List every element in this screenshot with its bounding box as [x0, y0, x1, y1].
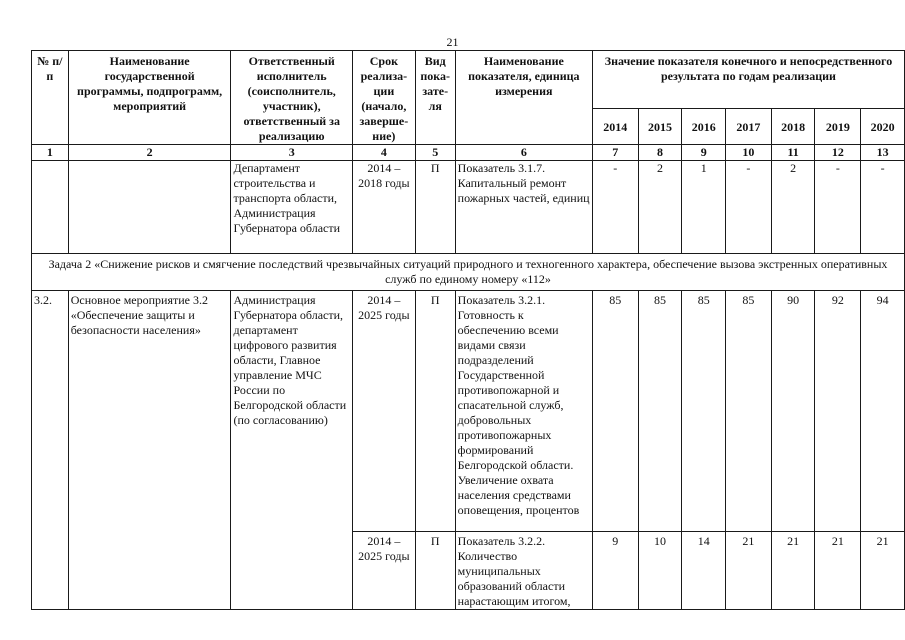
row-type: П: [415, 161, 455, 254]
task-title: Задача 2 «Снижение рисков и смягчение последствий чрезвычайных ситуаций природного и техногенного характера, обеспечение вызова экстренных оперативных служб по единому номеру «112»: [32, 254, 905, 291]
row-period: 2014 – 2018 годы: [352, 161, 415, 254]
row-value: 21: [861, 532, 905, 610]
row-period: 2014 – 2025 годы: [352, 291, 415, 532]
row-value: 21: [815, 532, 861, 610]
row-value: -: [861, 161, 905, 254]
header-year: 2018: [771, 108, 815, 144]
header-year: 2019: [815, 108, 861, 144]
header-row-1: [32, 51, 905, 109]
row-value: 85: [682, 291, 726, 532]
column-number: 3: [231, 145, 352, 161]
row-value: -: [726, 161, 772, 254]
header-period: Срок реализа-ции (начало, заверше-ние): [352, 51, 415, 145]
row-num: [32, 161, 69, 254]
column-number: 9: [682, 145, 726, 161]
header-indicator: Наименование показателя, единица измерения: [455, 51, 592, 145]
row-type: П: [415, 291, 455, 532]
row-value: -: [815, 161, 861, 254]
row-value: 92: [815, 291, 861, 532]
row-value: 9: [592, 532, 638, 610]
column-number: 13: [861, 145, 905, 161]
column-number: 6: [455, 145, 592, 161]
row-value: 10: [638, 532, 682, 610]
header-year: 2016: [682, 108, 726, 144]
table-row: [32, 291, 905, 532]
header-year: 2020: [861, 108, 905, 144]
row-name: Основное мероприятие 3.2 «Обеспечение защиты и безопасности населения»: [68, 291, 231, 610]
header-responsible: Ответственный исполнитель (соисполнитель, участник), ответственный за реализацию: [231, 51, 352, 145]
row-type: П: [415, 532, 455, 610]
column-number: 5: [415, 145, 455, 161]
header-type: Вид пока-зате-ля: [415, 51, 455, 145]
row-value: 85: [726, 291, 772, 532]
column-number: 8: [638, 145, 682, 161]
column-number: 2: [68, 145, 231, 161]
column-number: 7: [592, 145, 638, 161]
row-value: -: [592, 161, 638, 254]
row-indicator: Показатель 3.2.2. Количество муниципальных образований области нарастающим итогом,: [455, 532, 592, 610]
header-num: № п/п: [32, 51, 69, 145]
header-year: 2014: [592, 108, 638, 144]
row-value: 2: [771, 161, 815, 254]
row-period: 2014 – 2025 годы: [352, 532, 415, 610]
page-number: 21: [446, 35, 459, 49]
row-indicator: Показатель 3.1.7. Капитальный ремонт пожарных частей, единиц: [455, 161, 592, 254]
column-number: 12: [815, 145, 861, 161]
row-value: 85: [638, 291, 682, 532]
row-value: 90: [771, 291, 815, 532]
row-responsible: Администрация Губернатора области, департамент цифрового развития области, Главное управление МЧС России по Белгородской области (по согласованию): [231, 291, 352, 610]
row-indicator: Показатель 3.2.1. Готовность к обеспечению всеми видами связи подразделений Государственной противопожарной и спасательной служб, добровольных противопожарных формирований Белгородской области. Увеличение охвата населения средствами оповещения, процентов: [455, 291, 592, 532]
column-number: 10: [726, 145, 772, 161]
header-name: Наименование государственной программы, подпрограмм, мероприятий: [68, 51, 231, 145]
row-value: 1: [682, 161, 726, 254]
header-year: 2015: [638, 108, 682, 144]
program-table: [31, 50, 905, 610]
header-values-group: Значение показателя конечного и непосредственного результата по годам реализации: [592, 51, 904, 109]
row-value: 14: [682, 532, 726, 610]
row-num: 3.2.: [32, 291, 69, 610]
header-year: 2017: [726, 108, 772, 144]
row-responsible: Департамент строительства и транспорта области, Администрация Губернатора области: [231, 161, 352, 254]
row-value: 21: [726, 532, 772, 610]
task-row: [32, 254, 905, 291]
row-value: 94: [861, 291, 905, 532]
row-value: 2: [638, 161, 682, 254]
column-number: 1: [32, 145, 69, 161]
row-value: 85: [592, 291, 638, 532]
table-row: [32, 161, 905, 254]
column-number: 4: [352, 145, 415, 161]
row-value: 21: [771, 532, 815, 610]
row-name: [68, 161, 231, 254]
column-number: 11: [771, 145, 815, 161]
column-number-row: [32, 145, 905, 161]
